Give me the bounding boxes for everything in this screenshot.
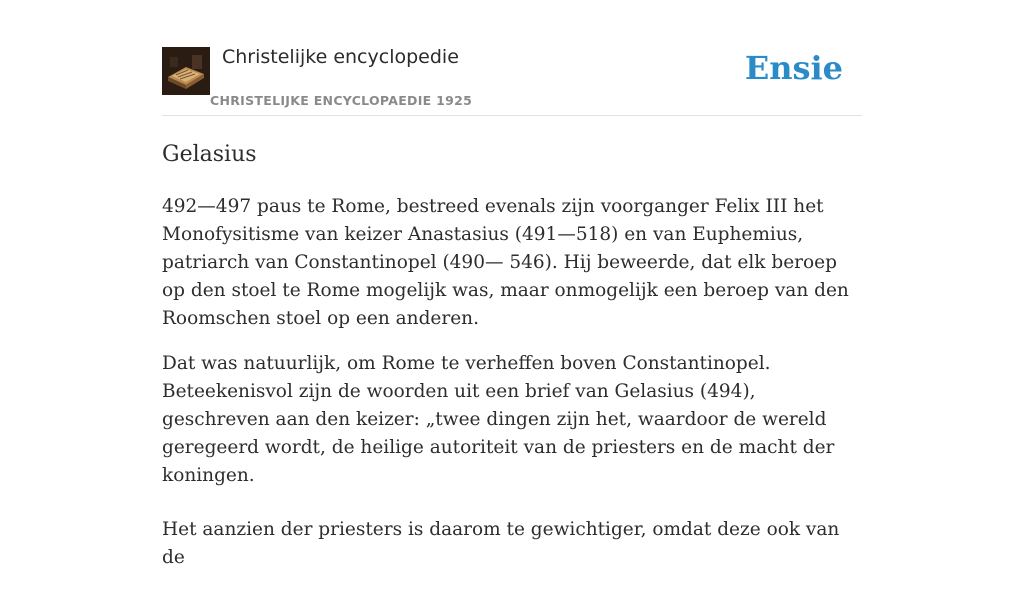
site-subtitle[interactable]: CHRISTELIJKE ENCYCLOPAEDIE 1925: [210, 93, 473, 108]
encyclopedia-book-icon[interactable]: [162, 47, 210, 95]
article-title: Gelasius: [162, 142, 257, 167]
brand-logo[interactable]: Ensie: [744, 49, 843, 87]
article-content: [162, 140, 864, 589]
article-paragraph-3: Het aanzien der priesters is daarom te gewichtiger, omdat deze ook van de: [162, 519, 840, 568]
site-header: [162, 46, 862, 116]
article-paragraph-2: Dat was natuurlijk, om Rome te verheffen boven Constantinopel. Beteekenisvol zijn de woorden uit een brief van Gelasius (494), geschreven aan den keizer: „twee dingen zijn het, waardoor de wereld geregeerd wordt, de heilige autoriteit van de priesters en de macht der koningen.: [162, 353, 835, 486]
site-title[interactable]: Christelijke encyclopedie: [222, 46, 459, 68]
article-paragraph-1: 492—497 paus te Rome, bestreed evenals zijn voorganger Felix III het Monofysitisme van keizer Anastasius (491—518) en van Euphemius, patriarch van Constantinopel (490— 546). Hij beweerde, dat elk beroep op den stoel te Rome mogelijk was, maar onmogelijk een beroep van den Roomschen stoel op een anderen.: [162, 196, 849, 329]
